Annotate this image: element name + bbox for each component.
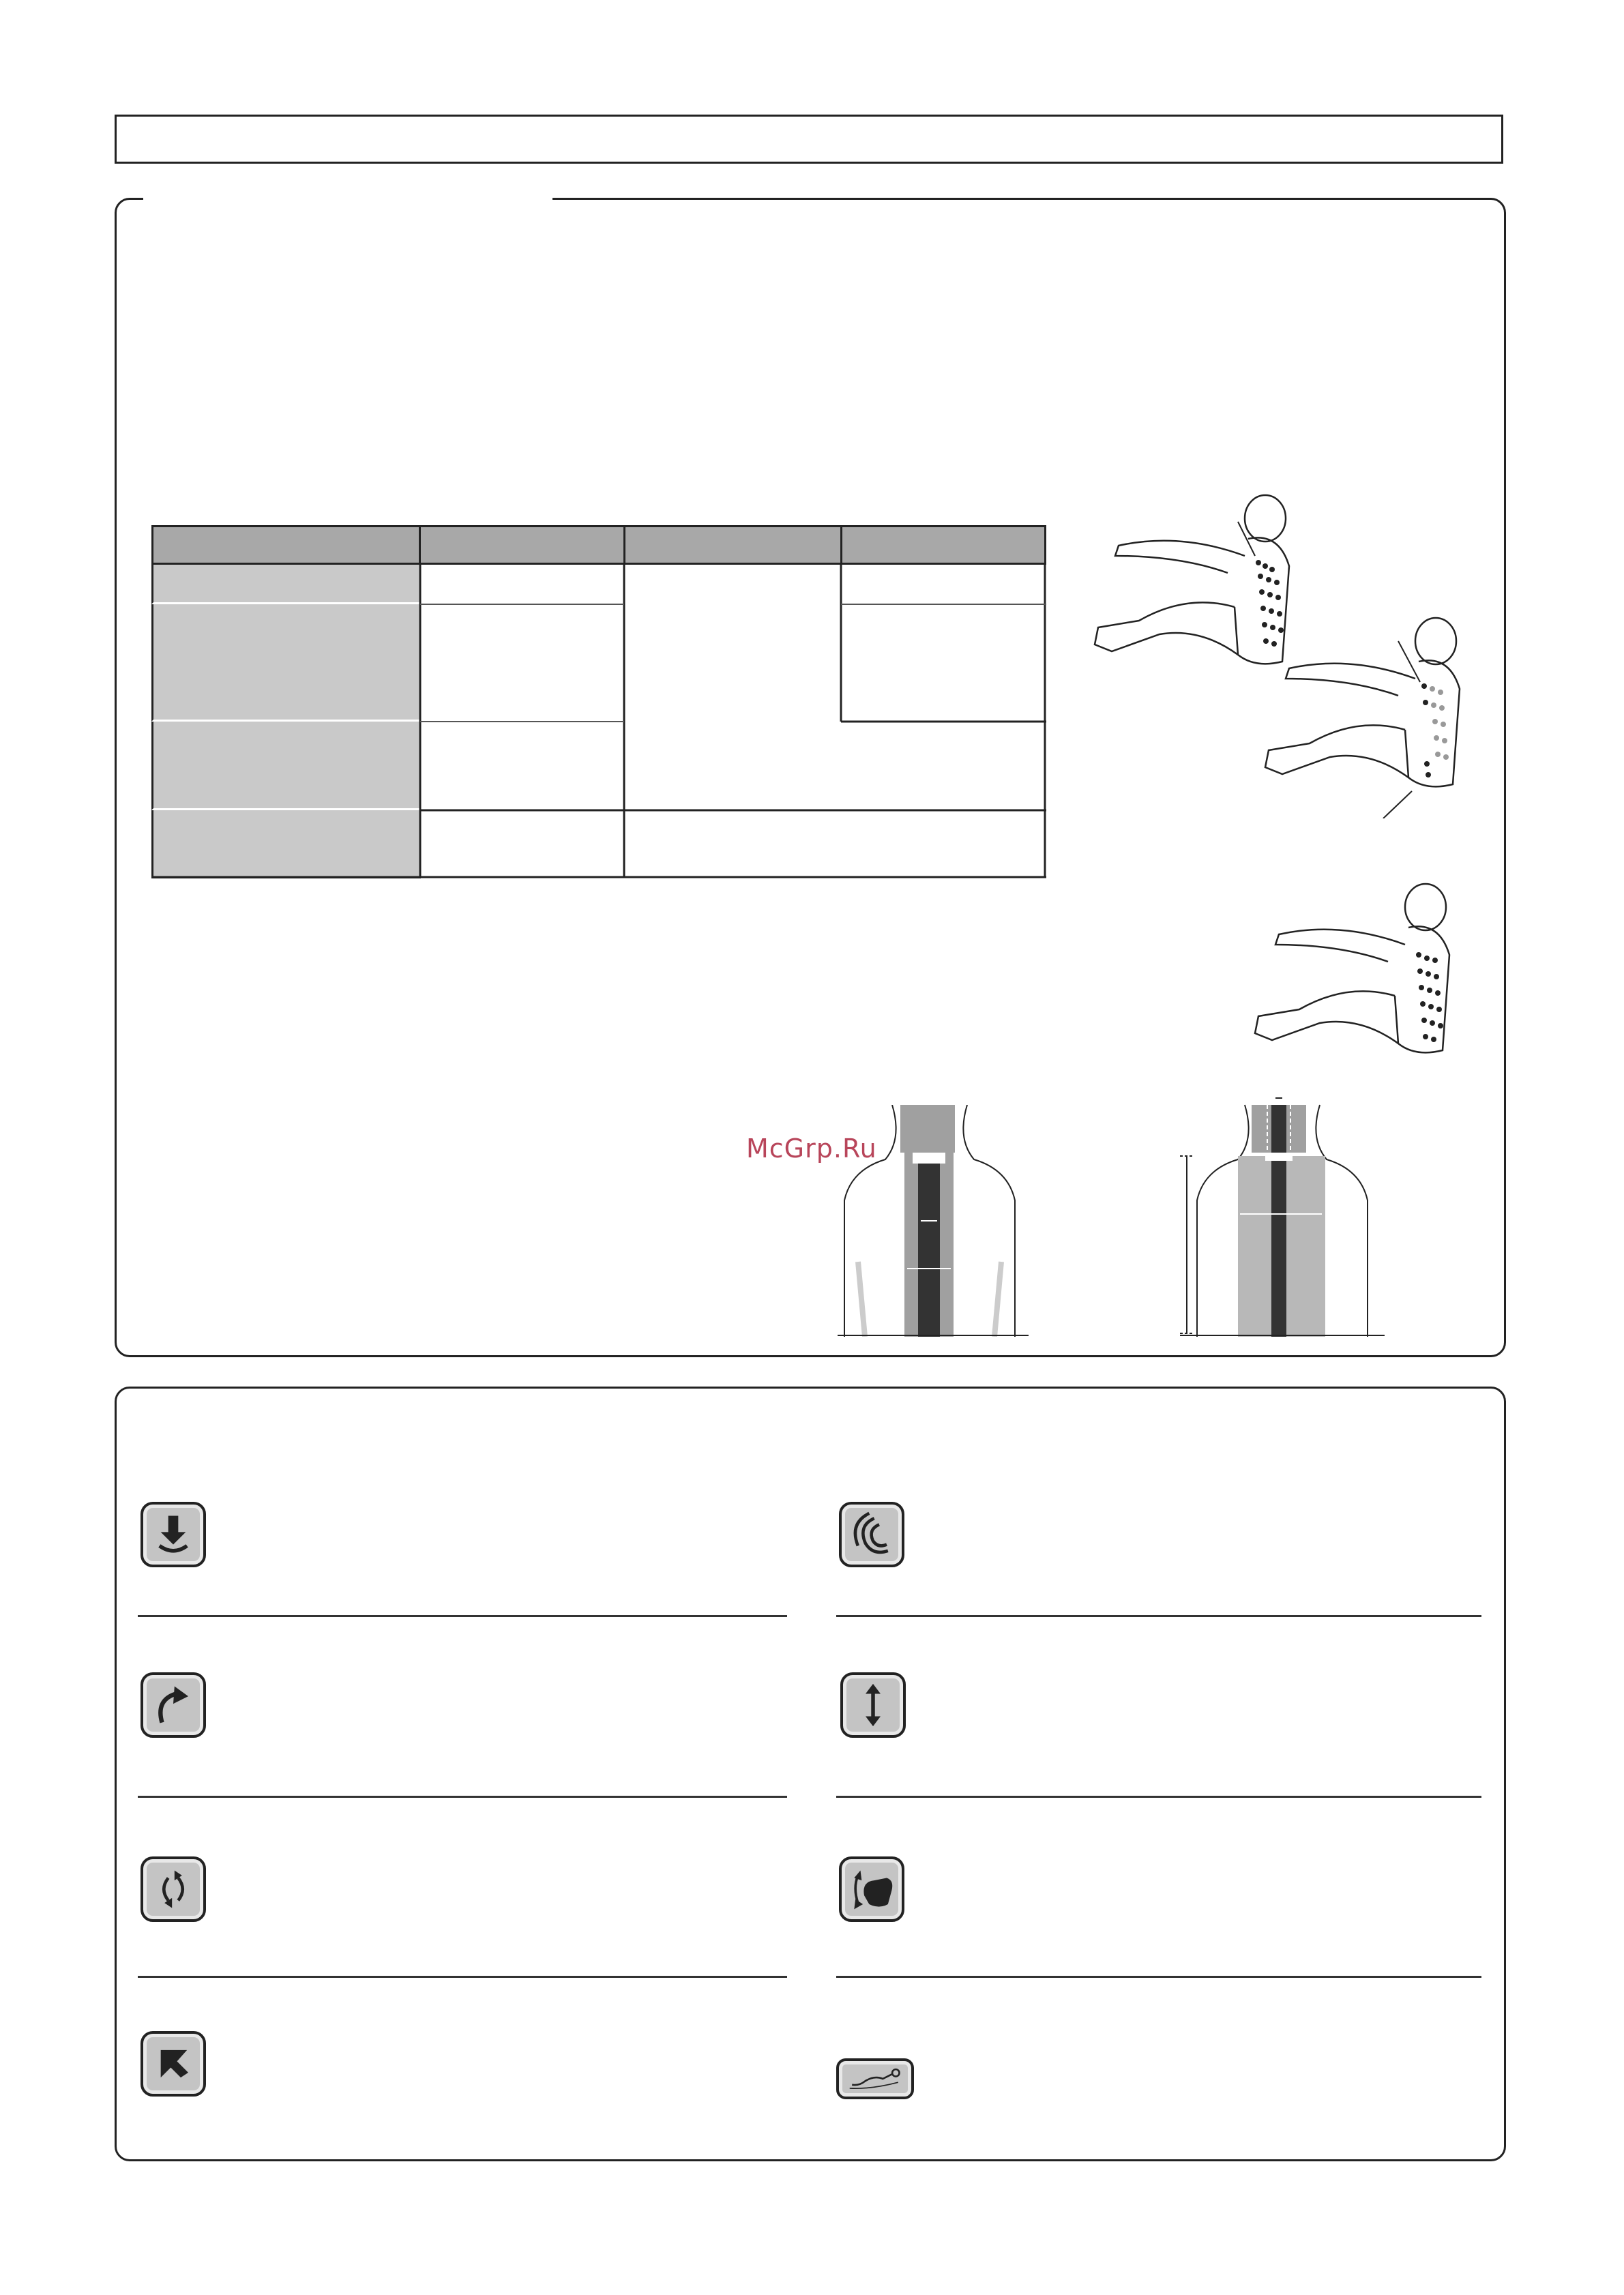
rotate-arrow-icon: [141, 1672, 206, 1738]
divider: [138, 1796, 787, 1798]
divider: [138, 1615, 787, 1617]
wave-icon: [839, 1502, 904, 1567]
back-diagram-wide: [1180, 1091, 1385, 1337]
watermark: McGrp.Ru: [746, 1134, 877, 1164]
divider: [836, 1796, 1481, 1798]
up-down-arrow-icon: [840, 1672, 906, 1738]
seated-figure-3: [1221, 880, 1466, 1078]
divider: [836, 1976, 1481, 1978]
down-arrow-icon: [141, 1502, 206, 1567]
mode-table: [151, 525, 1046, 878]
cycle-icon: [141, 1856, 206, 1922]
header-bar: [115, 115, 1503, 164]
panel-title-gap: [143, 194, 552, 203]
back-diagram-narrow: [838, 1105, 1029, 1337]
grab-hand-icon: [839, 1856, 904, 1922]
recline-body-icon: [836, 2058, 914, 2099]
seated-figure-2: [1241, 614, 1487, 818]
table-grid: [151, 525, 1046, 878]
divider: [138, 1976, 787, 1978]
divider: [836, 1615, 1481, 1617]
info-panel-bottom: [115, 1387, 1506, 2161]
flag-arrow-icon: [141, 2031, 206, 2097]
